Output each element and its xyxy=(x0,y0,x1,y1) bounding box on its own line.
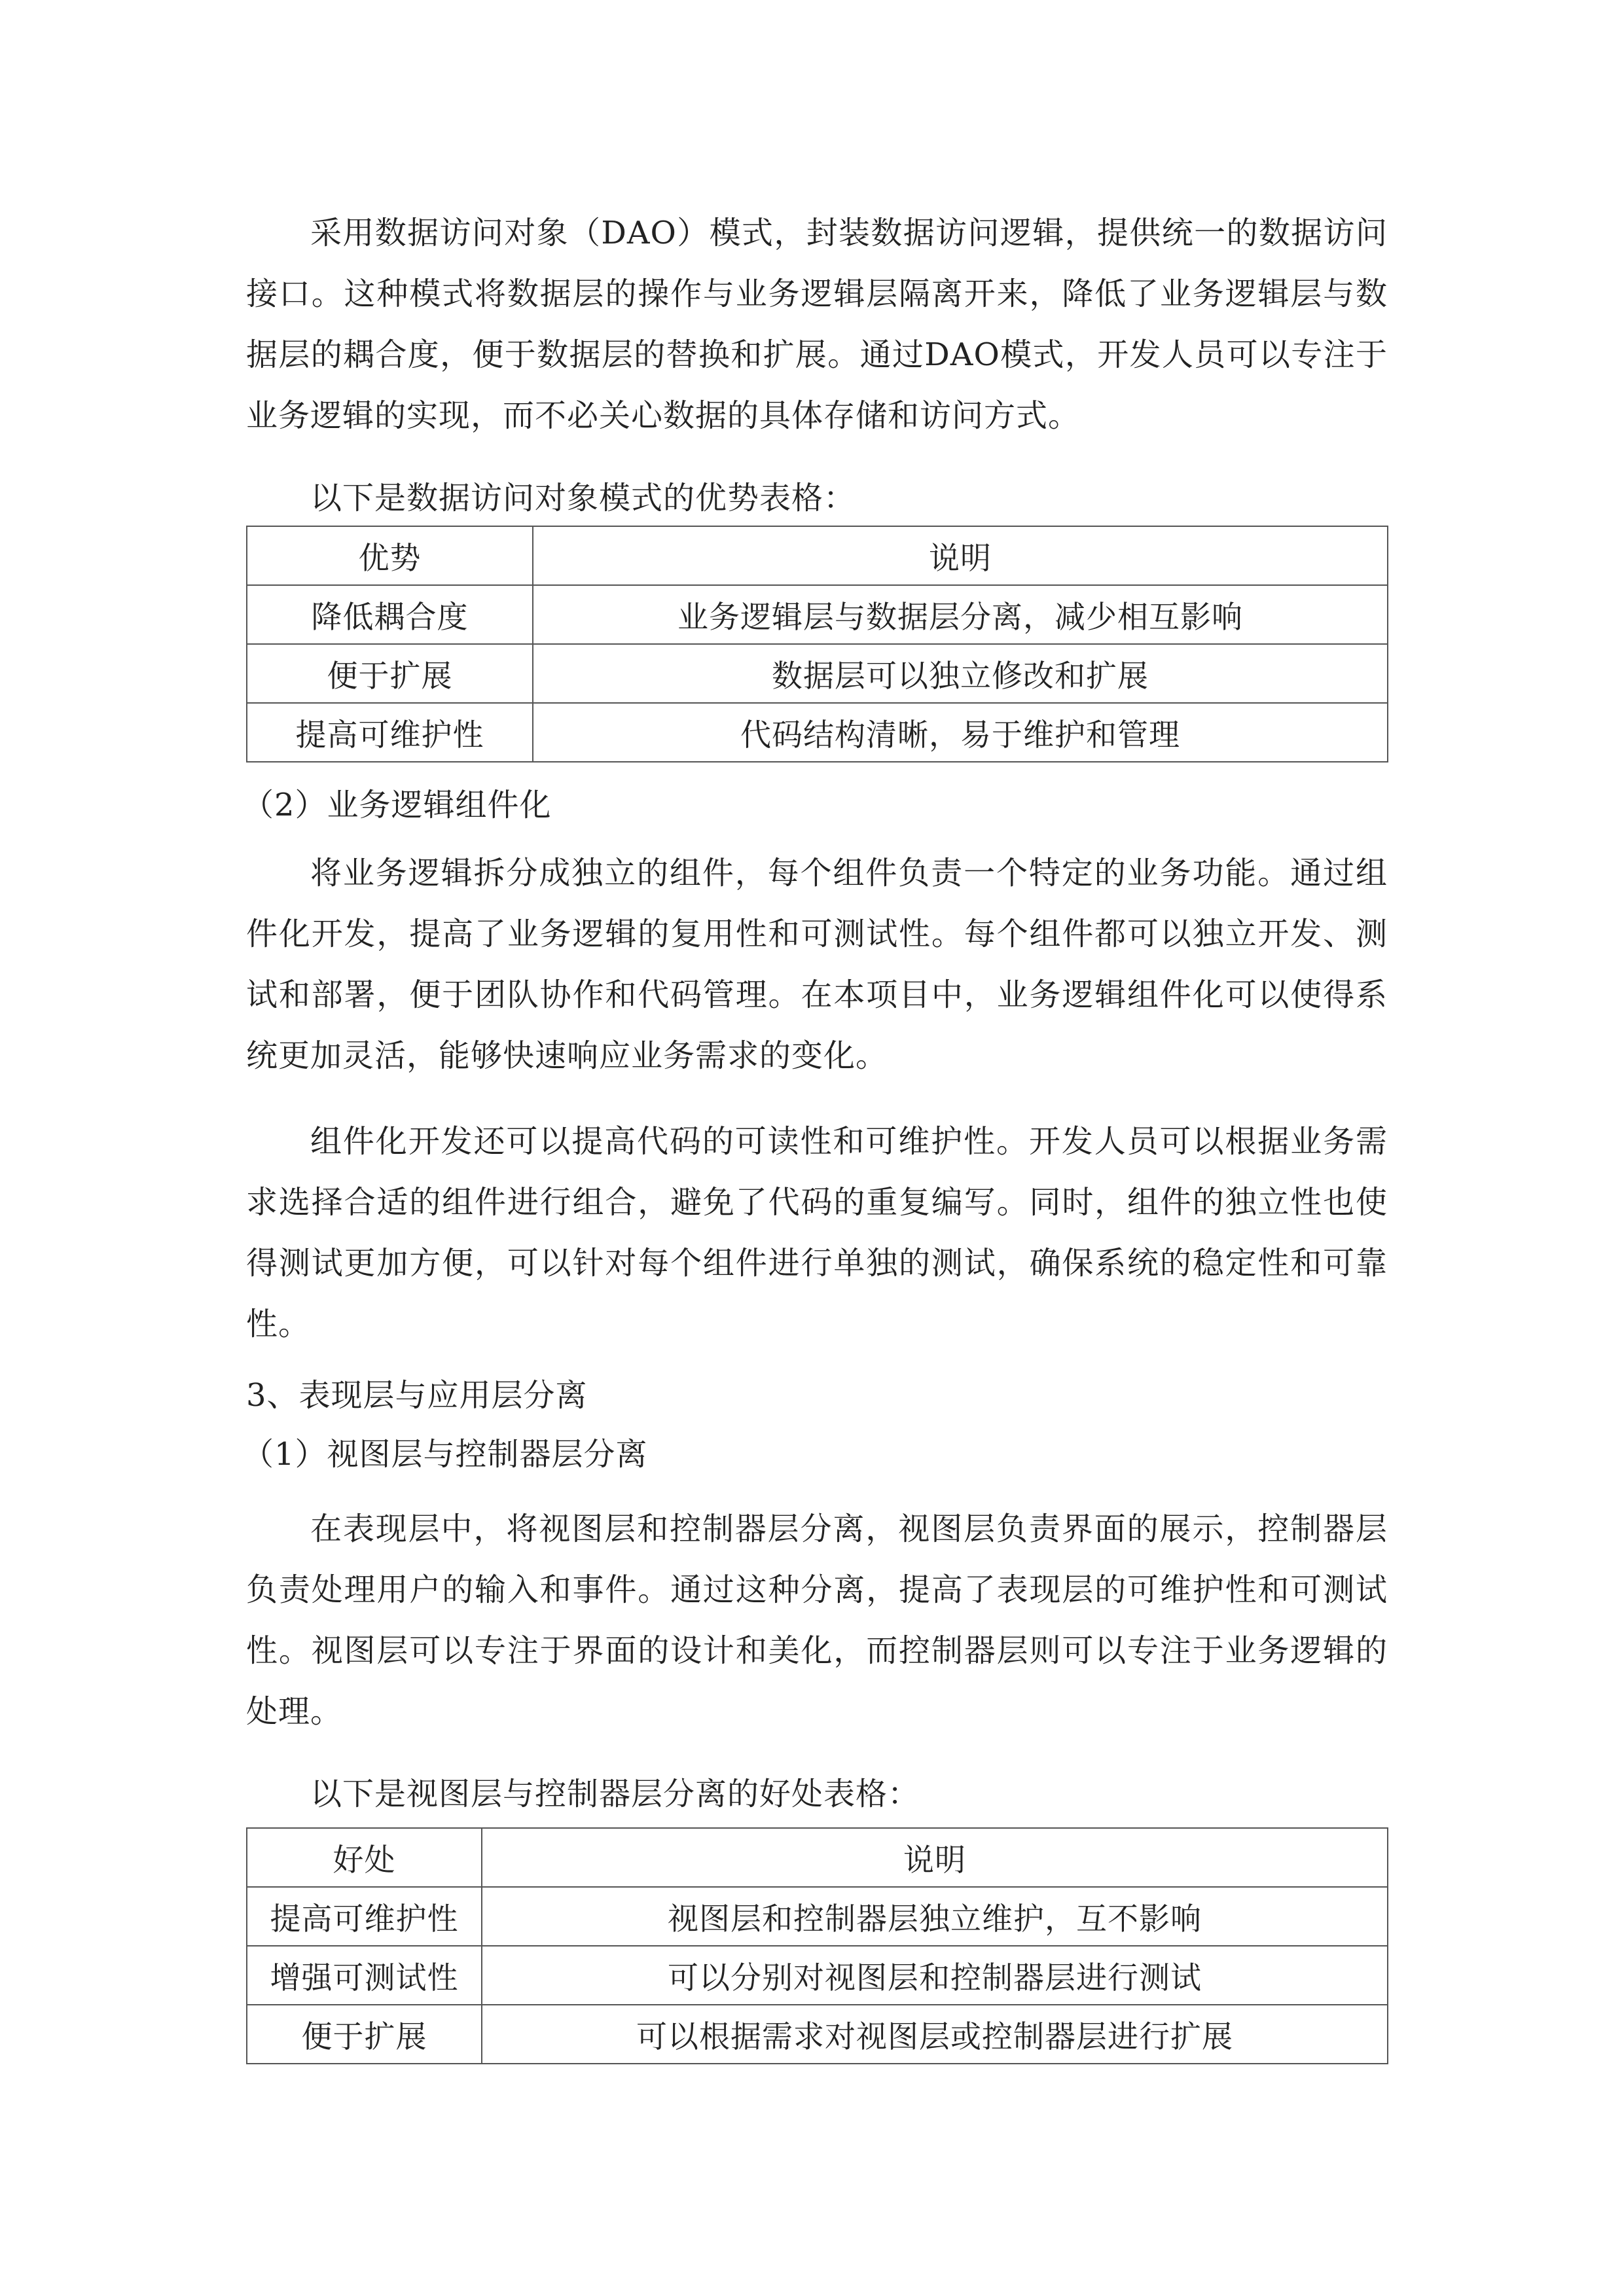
table-row xyxy=(247,2005,1388,2064)
table-cell: 业务逻辑层与数据层分离，减少相互影响 xyxy=(533,585,1388,644)
table-cell: 降低耦合度 xyxy=(247,585,533,644)
table-cell: 便于扩展 xyxy=(247,644,533,703)
table-cell: 便于扩展 xyxy=(247,2005,482,2064)
view-table-caption: 以下是视图层与控制器层分离的好处表格： xyxy=(310,1776,920,1812)
table-cell: 可以分别对视图层和控制器层进行测试 xyxy=(482,1946,1388,2005)
dao-intro-paragraph: 采用数据访问对象（DAO）模式，封装数据访问逻辑，提供统一的数据访问接口。这种模式将数据层的操作与业务逻辑层隔离开来，降低了业务逻辑层与数据层的耦合度，便于数据层的替换和扩展。通过DAO模式，开发人员可以专注于业务逻辑的实现，而不必关心数据的具体存储和访问方式。 xyxy=(246,215,1388,434)
table-cell: 数据层可以独立修改和扩展 xyxy=(533,644,1388,703)
table-cell: 可以根据需求对视图层或控制器层进行扩展 xyxy=(482,2005,1388,2064)
section-heading-3: 3、表现层与应用层分离 xyxy=(246,1377,588,1414)
section-heading-view-controller: （1）视图层与控制器层分离 xyxy=(242,1436,648,1473)
table-cell: 视图层和控制器层独立维护，互不影响 xyxy=(482,1887,1388,1946)
table-header-cell: 说明 xyxy=(533,526,1388,585)
table-header-cell: 优势 xyxy=(247,526,533,585)
table-row xyxy=(247,1887,1388,1946)
view-benefits-table xyxy=(246,1827,1388,2064)
component-intro-paragraph: 将业务逻辑拆分成独立的组件，每个组件负责一个特定的业务功能。通过组件化开发，提高了业务逻辑的复用性和可测试性。每个组件都可以独立开发、测试和部署，便于团队协作和代码管理。在本项目中，业务逻辑组件化可以使得系统更加灵活，能够快速响应业务需求的变化。 xyxy=(246,855,1388,1074)
table-header-cell: 说明 xyxy=(482,1828,1388,1887)
table-row xyxy=(247,703,1388,762)
table-row xyxy=(247,644,1388,703)
section-heading-business-components: （2）业务逻辑组件化 xyxy=(242,787,552,823)
component-detail-paragraph: 组件化开发还可以提高代码的可读性和可维护性。开发人员可以根据业务需求选择合适的组件进行组合，避免了代码的重复编写。同时，组件的独立性也使得测试更加方便，可以针对每个组件进行单独的测试，确保系统的稳定性和可靠性。 xyxy=(246,1123,1388,1342)
dao-advantages-table xyxy=(246,526,1388,762)
table-row xyxy=(247,1946,1388,2005)
table-cell: 增强可测试性 xyxy=(247,1946,482,2005)
view-intro-paragraph: 在表现层中，将视图层和控制器层分离，视图层负责界面的展示，控制器层负责处理用户的输入和事件。通过这种分离，提高了表现层的可维护性和可测试性。视图层可以专注于界面的设计和美化，而控制器层则可以专注于业务逻辑的处理。 xyxy=(246,1511,1388,1730)
table-header-row xyxy=(247,1828,1388,1887)
table-cell: 代码结构清晰，易于维护和管理 xyxy=(533,703,1388,762)
table-header-row xyxy=(247,526,1388,585)
table-row xyxy=(247,585,1388,644)
table-header-cell: 好处 xyxy=(247,1828,482,1887)
table-cell: 提高可维护性 xyxy=(247,703,533,762)
dao-table-caption: 以下是数据访问对象模式的优势表格： xyxy=(310,480,856,516)
table-cell: 提高可维护性 xyxy=(247,1887,482,1946)
